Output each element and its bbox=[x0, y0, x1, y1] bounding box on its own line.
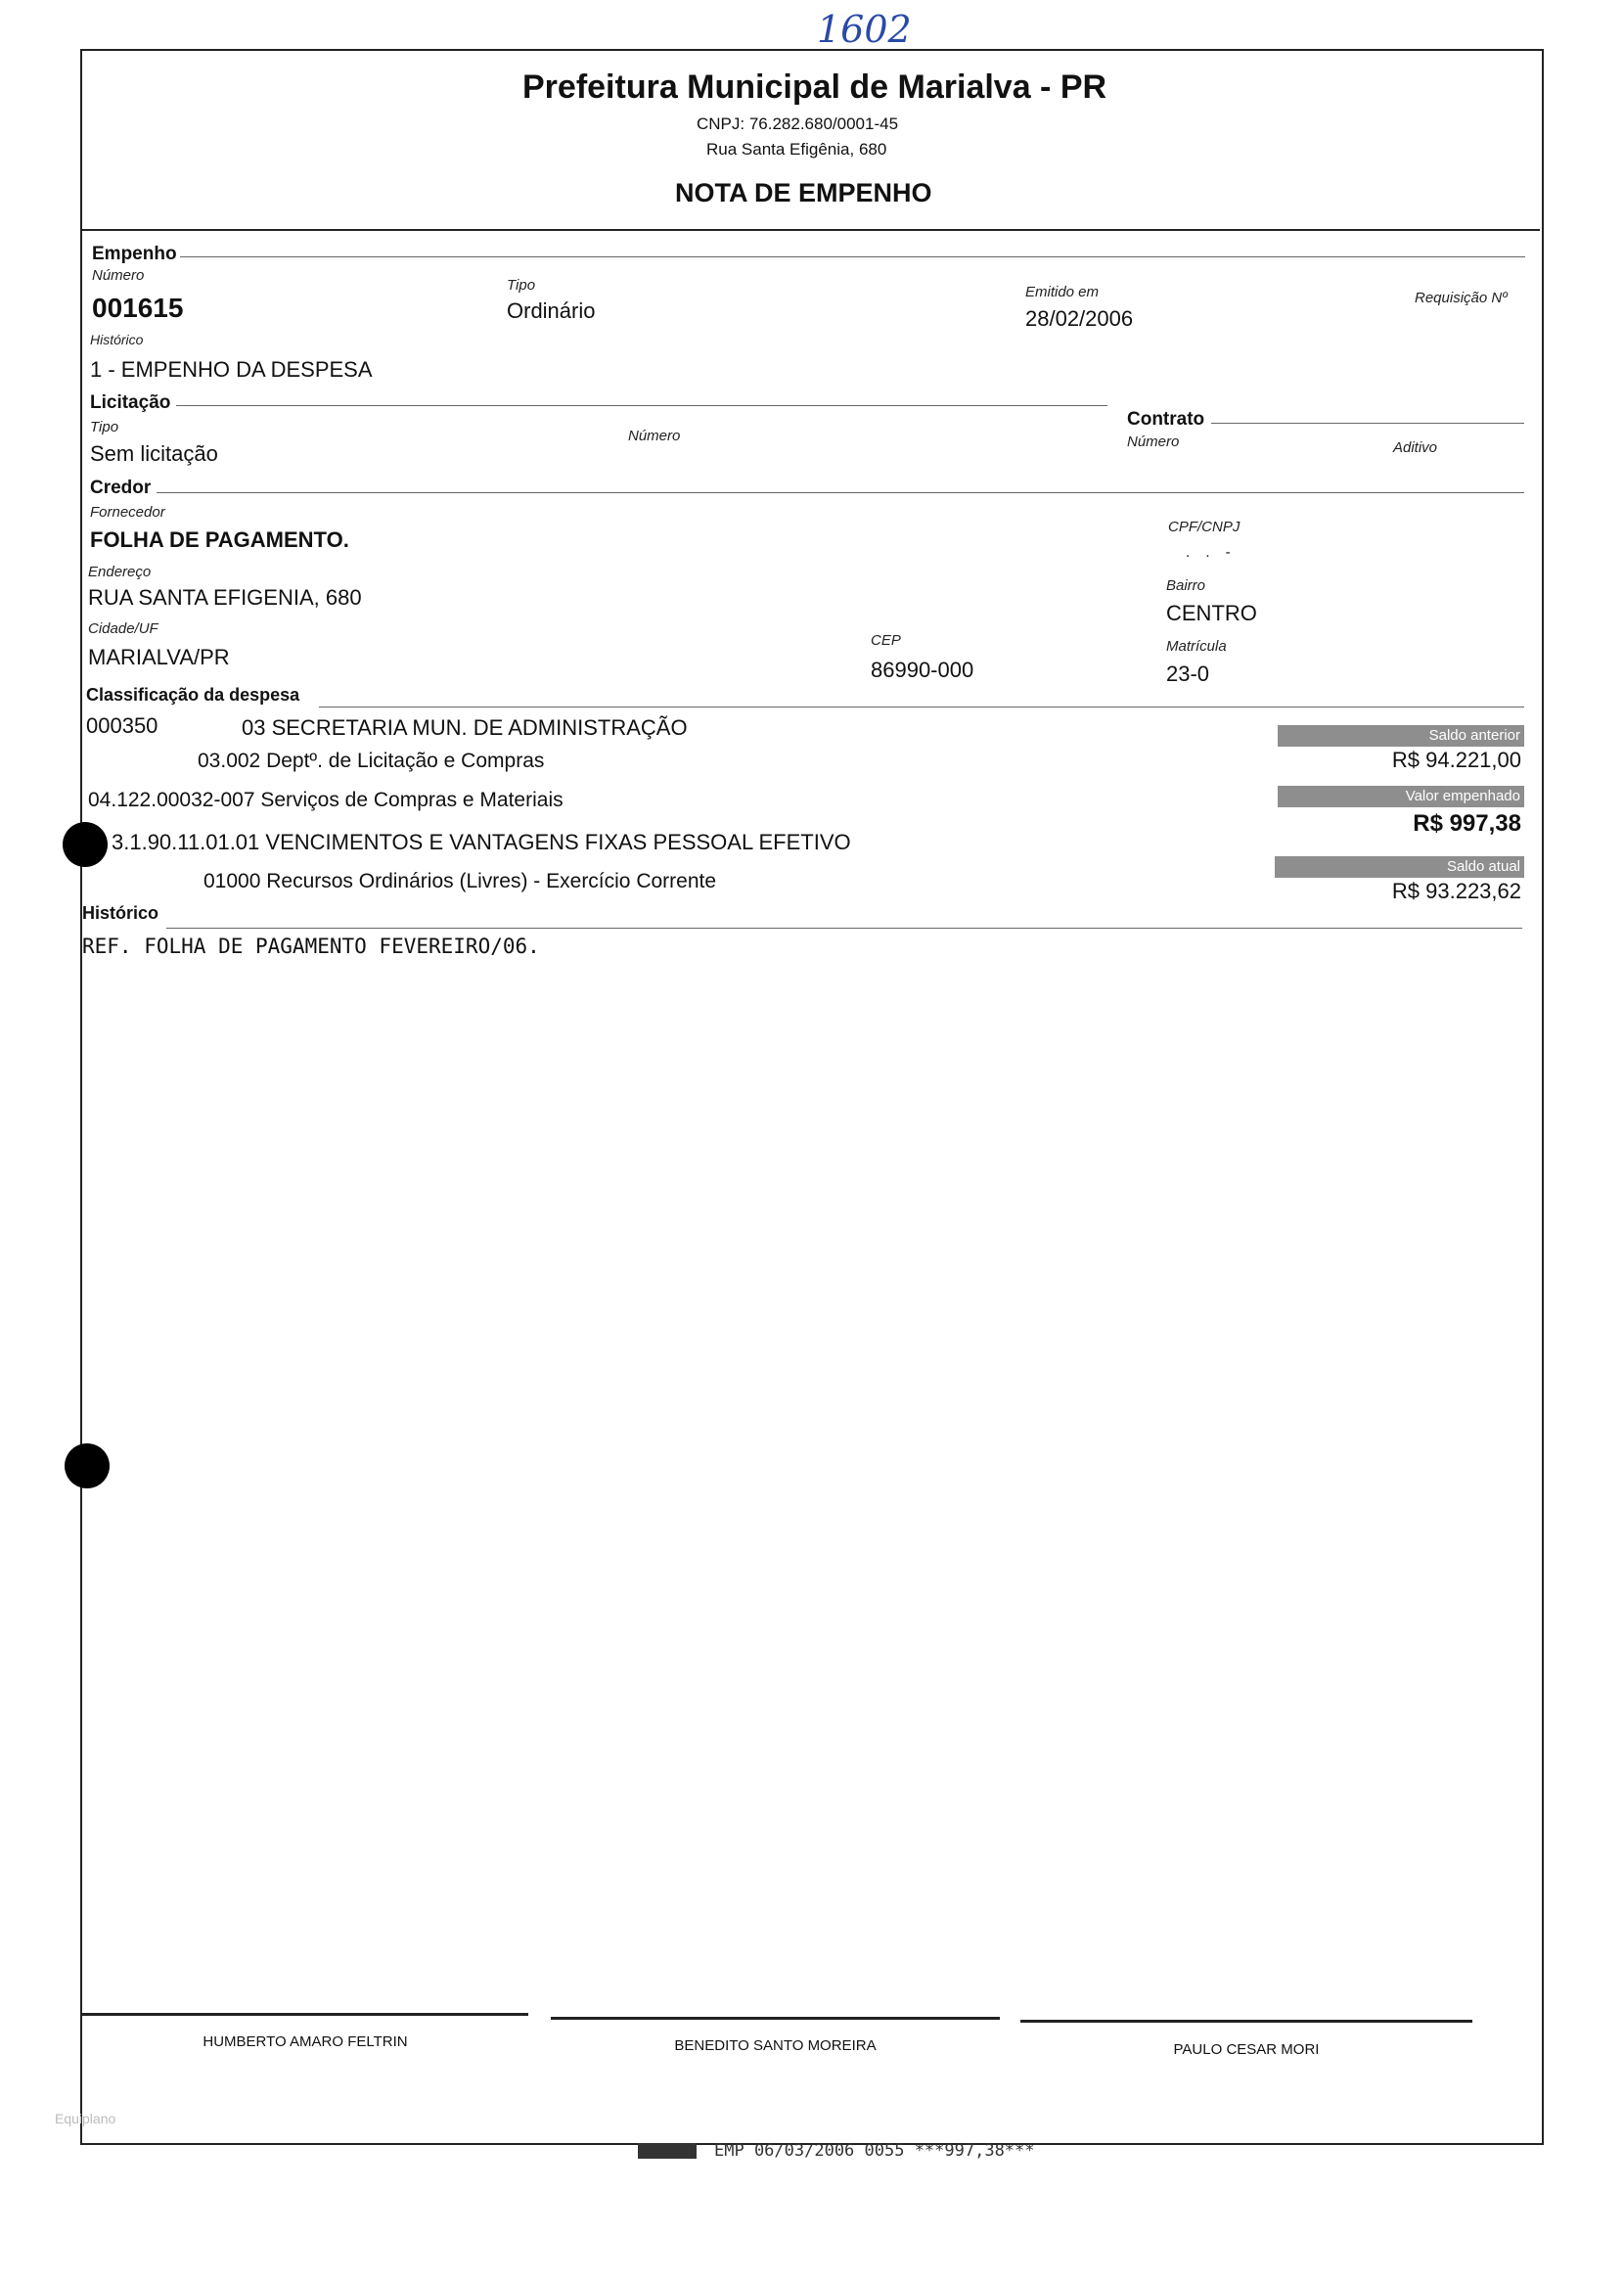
historico-rule bbox=[166, 928, 1522, 929]
fornecedor-value: FOLHA DE PAGAMENTO. bbox=[90, 527, 349, 552]
historico-section-title: Histórico bbox=[82, 903, 159, 923]
recurso: 01000 Recursos Ordinários (Livres) - Exercício Corrente bbox=[203, 870, 717, 892]
signature-line-3 bbox=[1020, 2020, 1472, 2023]
empenho-historico-label: Histórico bbox=[90, 332, 144, 347]
contrato-numero-label: Número bbox=[1127, 434, 1180, 450]
stamp-text: EMP 06/03/2006 0055 ***997,38*** bbox=[714, 2141, 1035, 2161]
address-line: Rua Santa Efigênia, 680 bbox=[706, 140, 887, 159]
licitacao-tipo-label: Tipo bbox=[90, 419, 119, 435]
historico-text: REF. FOLHA DE PAGAMENTO FEVEREIRO/06. bbox=[82, 935, 540, 958]
saldo-atual-bar: Saldo atual bbox=[1275, 856, 1524, 878]
matricula-label: Matrícula bbox=[1166, 638, 1227, 655]
empenho-tipo-label: Tipo bbox=[507, 277, 536, 294]
bairro-value: CENTRO bbox=[1166, 601, 1257, 625]
empenho-section-title: Empenho bbox=[92, 244, 177, 264]
secretaria: 03 SECRETARIA MUN. DE ADMINISTRAÇÃO bbox=[242, 715, 688, 740]
document-title: NOTA DE EMPENHO bbox=[675, 178, 932, 207]
cep-value: 86990-000 bbox=[871, 658, 974, 682]
signature-line-1 bbox=[82, 2013, 528, 2016]
classificacao-section-title: Classificação da despesa bbox=[86, 685, 300, 705]
cep-label: CEP bbox=[871, 632, 901, 649]
classificacao-code: 000350 bbox=[86, 713, 158, 738]
saldo-anterior-value: R$ 94.221,00 bbox=[1391, 748, 1521, 772]
cpf-cnpj-value: . . - bbox=[1186, 544, 1237, 561]
licitacao-numero-label: Número bbox=[628, 428, 681, 444]
licitacao-rule bbox=[176, 405, 1107, 406]
elemento-despesa: 3.1.90.11.01.01 VENCIMENTOS E VANTAGENS FIXAS PESSOAL EFETIVO bbox=[112, 830, 851, 854]
municipality-title: Prefeitura Municipal de Marialva - PR bbox=[522, 68, 1107, 106]
stamp-logo-icon bbox=[638, 2143, 697, 2159]
signature-name-2: BENEDITO SANTO MOREIRA bbox=[674, 2037, 877, 2054]
contrato-aditivo-label: Aditivo bbox=[1393, 439, 1438, 456]
matricula-value: 23-0 bbox=[1166, 662, 1210, 686]
requisicao-label: Requisição Nº bbox=[1415, 290, 1508, 306]
contrato-section-title: Contrato bbox=[1127, 409, 1205, 430]
cidade-value: MARIALVA/PR bbox=[88, 645, 230, 669]
bank-stamp bbox=[638, 2141, 1035, 2161]
contrato-rule bbox=[1211, 423, 1524, 424]
empenho-numero-label: Número bbox=[92, 267, 145, 284]
licitacao-tipo: Sem licitação bbox=[90, 441, 218, 466]
bairro-label: Bairro bbox=[1166, 577, 1206, 594]
saldo-anterior-bar: Saldo anterior bbox=[1278, 725, 1524, 747]
fornecedor-label: Fornecedor bbox=[90, 504, 165, 521]
punch-hole-top bbox=[63, 822, 108, 867]
departamento: 03.002 Deptº. de Licitação e Compras bbox=[198, 750, 545, 772]
endereco-label: Endereço bbox=[88, 564, 152, 580]
cpf-cnpj-label: CPF/CNPJ bbox=[1168, 519, 1241, 535]
emitido-date: 28/02/2006 bbox=[1025, 306, 1134, 331]
saldo-atual-value: R$ 93.223,62 bbox=[1391, 879, 1521, 903]
empenho-tipo: Ordinário bbox=[507, 298, 596, 323]
empenho-rule bbox=[180, 256, 1525, 257]
signature-name-1: HUMBERTO AMARO FELTRIN bbox=[203, 2033, 408, 2050]
endereco-value: RUA SANTA EFIGENIA, 680 bbox=[88, 585, 362, 610]
programa: 04.122.00032-007 Serviços de Compras e Materiais bbox=[88, 789, 564, 811]
cidade-label: Cidade/UF bbox=[88, 620, 158, 637]
equiplano-brand: Equiplano bbox=[55, 2111, 116, 2126]
valor-empenhado-bar: Valor empenhado bbox=[1278, 786, 1524, 807]
empenho-historico: 1 - EMPENHO DA DESPESA bbox=[90, 357, 373, 382]
empenho-numero: 001615 bbox=[92, 293, 184, 323]
emitido-label: Emitido em bbox=[1025, 284, 1100, 300]
credor-section-title: Credor bbox=[90, 478, 152, 498]
cnpj-line: CNPJ: 76.282.680/0001-45 bbox=[697, 114, 899, 133]
punch-hole-bottom bbox=[65, 1443, 110, 1488]
credor-rule bbox=[157, 492, 1524, 493]
handwritten-page-number: 1602 bbox=[817, 8, 912, 51]
signature-name-3: PAULO CESAR MORI bbox=[1173, 2041, 1320, 2058]
licitacao-section-title: Licitação bbox=[90, 392, 171, 413]
header-divider bbox=[80, 229, 1540, 231]
signature-line-2 bbox=[551, 2017, 1000, 2020]
valor-empenhado-value: R$ 997,38 bbox=[1413, 810, 1521, 837]
